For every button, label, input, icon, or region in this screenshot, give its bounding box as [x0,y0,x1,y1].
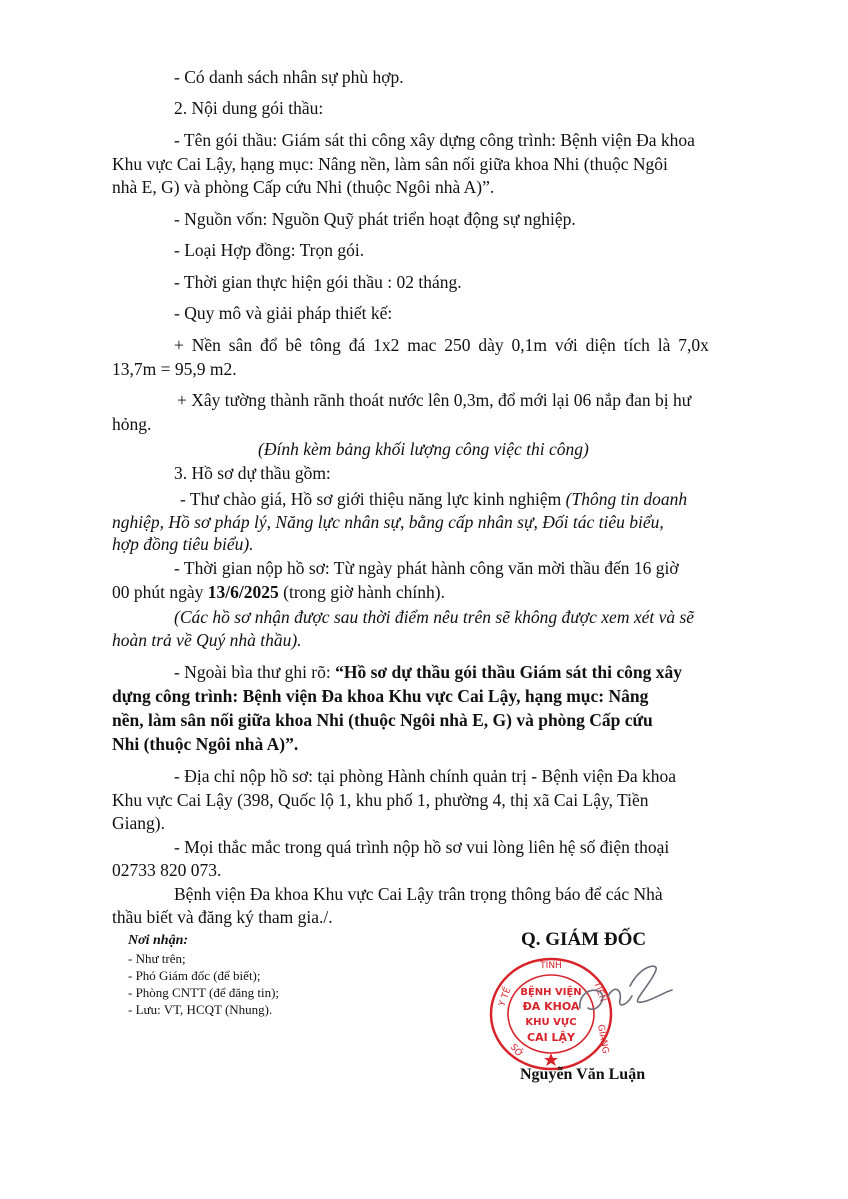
text-line: + Xây tường thành rãnh thoát nước lên 0,3m, đổ mới lại 06 nắp đan bị hư [177,390,692,410]
text-line: - Nguồn vốn: Nguồn Quỹ phát triển hoạt động sự nghiệp. [174,209,576,229]
svg-text:CAI LẬY: CAI LẬY [527,1031,575,1044]
text-line: - Có danh sách nhân sự phù hợp. [174,67,404,87]
svg-text:GIANG: GIANG [595,1023,611,1055]
text-segment: (trong giờ hành chính). [283,582,445,602]
recipients-heading: Nơi nhận: [128,933,189,948]
text-line: + Nền sân đổ bê tông đá 1x2 mac 250 dày 0,1m với diện tích là 7,0x [174,335,709,355]
text-line: 13,7m = 95,9 m2. [112,359,237,379]
recipient-item: - Phó Giám đốc (để biết); [128,968,261,983]
text-line: - Loại Hợp đồng: Trọn gói. [174,240,365,260]
text-segment: 00 phút ngày [112,582,204,602]
deadline-date: 13/6/2025 [207,582,279,602]
recipient-item: - Như trên; [128,951,186,966]
text-line [174,661,682,683]
text-line: Khu vực Cai Lậy (398, Quốc lộ 1, khu phố 1, phường 4, thị xã Cai Lậy, Tiền [112,790,649,810]
text-line: Giang). [112,813,165,833]
text-line: nhà E, G) và phòng Cấp cứu Nhi (thuộc Ngôi nhà A)”. [112,177,495,197]
text-line [180,488,687,510]
text-segment: - Tên gói thầu: Giám sát thi công xây dựng công trình: Bệnh viện Đa khoa [174,130,695,150]
text-line: nghiệp, Hồ sơ pháp lý, Năng lực nhân sự, bằng cấp nhân sự, Đối tác tiêu biểu, [112,512,664,532]
text-line: Khu vực Cai Lậy, hạng mục: Nâng nền, làm sân nối giữa khoa Nhi (thuộc Ngôi [112,154,668,174]
text-line: hỏng. [112,414,152,434]
text-segment-bold: “Hồ sơ dự thầu gói thầu Giám sát thi công xây [335,662,683,682]
section-heading: 3. Hồ sơ dự thầu gồm: [174,463,331,483]
text-line [112,581,445,603]
handwritten-signature-icon [560,956,680,1026]
recipient-item: - Lưu: VT, HCQT (Nhung). [128,1002,273,1017]
attachment-note: (Đính kèm bảng khối lượng công việc thi công) [258,439,589,459]
text-line: nền, làm sân nối giữa khoa Nhi (thuộc Ngôi nhà E, G) và phòng Cấp cứu [112,710,653,730]
text-line: - Địa chỉ nộp hồ sơ: tại phòng Hành chính quản trị - Bệnh viện Đa khoa [174,766,677,786]
recipients-block [128,932,279,1018]
svg-text:ĐA KHOA: ĐA KHOA [522,1000,580,1013]
svg-text:Y TẾ: Y TẾ [497,986,514,1009]
svg-text:SỞ: SỞ [507,1042,525,1060]
text-line: thầu biết và đăng ký tham gia./. [112,907,333,927]
text-line: hoàn trả về Quý nhà thầu). [112,630,302,650]
text-line: - Mọi thắc mắc trong quá trình nộp hồ sơ vui lòng liên hệ số điện thoại [174,837,670,857]
svg-text:BỆNH VIỆN: BỆNH VIỆN [520,987,582,998]
text-line: - Quy mô và giải pháp thiết kế: [174,303,393,323]
text-line: hợp đồng tiêu biểu). [112,534,254,554]
recipient-item: - Phòng CNTT (để đăng tin); [128,985,280,1000]
text-line: - Thời gian thực hiện gói thầu : 02 tháng. [174,272,462,292]
text-line: (Các hồ sơ nhận được sau thời điểm nêu trên sẽ không được xem xét và sẽ [174,607,695,627]
section-heading: 2. Nội dung gói thầu: [174,98,324,118]
text-segment: - Ngoài bìa thư ghi rõ: [174,662,331,682]
text-segment-italic: (Thông tin doanh [565,489,688,509]
text-line [174,129,767,151]
phone-number: 02733 820 073. [112,860,222,880]
svg-text:KHU VỰC: KHU VỰC [525,1017,577,1028]
text-line: Bệnh viện Đa khoa Khu vực Cai Lậy trân trọng thông báo để các Nhà [174,884,663,904]
svg-text:TIỀN: TIỀN [591,980,608,1004]
text-line: Nhi (thuộc Ngôi nhà A)”. [112,734,299,754]
text-line: dựng công trình: Bệnh viện Đa khoa Khu vực Cai Lậy, hạng mục: Nâng [112,686,649,706]
svg-text:TỈNH: TỈNH [540,961,562,971]
signatory-title: Q. GIÁM ĐỐC [521,929,647,950]
signatory-name: Nguyễn Văn Luận [520,1066,646,1083]
text-line: - Thời gian nộp hồ sơ: Từ ngày phát hành công văn mời thầu đến 16 giờ [174,558,679,578]
text-segment: - Thư chào giá, Hồ sơ giới thiệu năng lực kinh nghiệm [180,489,562,509]
